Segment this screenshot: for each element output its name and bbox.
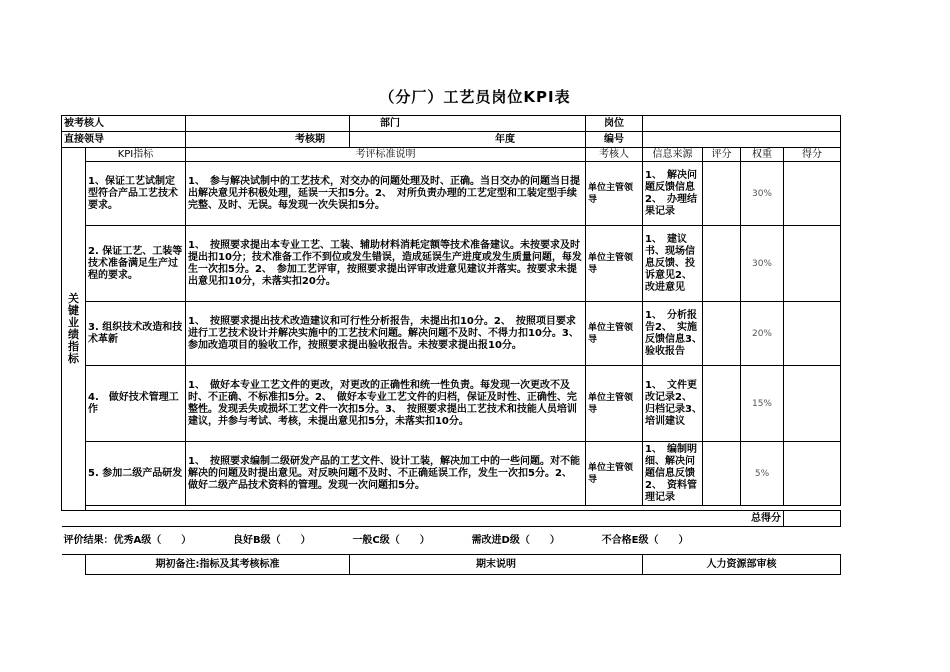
kpi-weight: 30% [741, 226, 784, 302]
header-row-2 [62, 132, 841, 148]
col-kpi: KPI指标 [86, 148, 186, 162]
kpi-weight: 5% [741, 442, 784, 506]
kpi-points[interactable] [784, 226, 841, 302]
result-label-and-grade-a[interactable] [64, 535, 192, 547]
kpi-source: 1、 解决问题反馈信息2、 办理结果记录 [643, 162, 703, 226]
col-source: 信息来源 [643, 148, 703, 162]
grade-d[interactable]: 需改进D级（ ） [471, 534, 560, 546]
initial-note: 期初备注:指标及其考核标准 [86, 555, 350, 575]
result-label: 评价结果： [63, 534, 114, 546]
side-char: 绩 [68, 328, 79, 341]
kpi-row [62, 442, 841, 506]
column-header-row [62, 148, 841, 162]
hr-review: 人力资源部审核 [643, 555, 841, 575]
grade-c[interactable]: 一般C级（ ） [352, 534, 430, 546]
kpi-score[interactable] [703, 442, 741, 506]
grade-e[interactable]: 不合格E级（ ） [601, 534, 689, 546]
result-row [62, 527, 841, 555]
kpi-points[interactable] [784, 442, 841, 506]
period-label: 考核期 [186, 132, 350, 148]
col-assessor: 考核人 [586, 148, 643, 162]
examinee-label: 被考核人 [62, 116, 186, 132]
kpi-score[interactable] [703, 302, 741, 366]
kpi-source: 1、 文件更改记录2、 归档记录3、 培训建议 [643, 366, 703, 442]
kpi-row [62, 162, 841, 226]
kpi-assessor: 单位主管领导 [586, 366, 643, 442]
grade-a: 优秀A级（ ） [113, 534, 192, 546]
kpi-assessor: 单位主管领导 [586, 162, 643, 226]
kpi-row [62, 226, 841, 302]
kpi-row [62, 302, 841, 366]
kpi-source: 1、 分析报告2、 实施反馈信息3、 验收报告 [643, 302, 703, 366]
kpi-standard: 1、 按照要求提出本专业工艺、工装、辅助材料消耗定额等技术准备建议。未按要求及时提出扣10分；技术准备工作不到位或发生错误，造成延误生产进度或发生质量问题，每发生一次扣5分。2、 参加工艺评审，按照要求提出评审改进意见建议并落实。按要求未提出意见扣10分，未落实扣20分。 [186, 226, 586, 302]
side-label [62, 148, 86, 511]
total-row [62, 511, 841, 527]
kpi-name: 1、保证工艺试制定型符合产品工艺技术要求。 [86, 162, 186, 226]
kpi-standard: 1、 做好本专业工艺文件的更改，对更改的正确性和统一性负责。每发现一次更改不及时、不正确、不标准扣5分。2、 做好本专业工艺文件的归档，保证及时性、正确性、完整性。发现丢失或损坏工艺文件一次扣5分。3、 按照要求提出工艺技术和技能人员培训建议，并参与考试、考核，未提出意见扣5分，未落实扣10分。 [186, 366, 586, 442]
col-score: 评分 [703, 148, 741, 162]
grade-list [64, 535, 839, 547]
post-value[interactable] [643, 116, 841, 132]
kpi-source: 1、 建议书、现场信息反馈、投诉意见2、 改进意见 [643, 226, 703, 302]
leader-label: 直接领导 [62, 132, 186, 148]
kpi-name: 3. 组织技术改造和技术革新 [86, 302, 186, 366]
examinee-value[interactable] [186, 116, 350, 132]
kpi-standard: 1、 按照要求编制二级研发产品的工艺文件、设计工装，解决加工中的一些问题。对不能解决的问题及时提出意见。对反映问题不及时、不正确延误工作，发生一次扣5分。2、 做好二级产品技术资料的管理。发现一次问题扣5分。 [186, 442, 586, 506]
side-char: 键 [68, 304, 79, 317]
kpi-score[interactable] [703, 226, 741, 302]
dept-label: 部门 [350, 116, 586, 132]
final-note: 期末说明 [350, 555, 643, 575]
kpi-name: 5. 参加二级产品研发 [86, 442, 186, 506]
kpi-standard: 1、 按照要求提出技术改造建议和可行性分析报告，未提出扣10分。2、 按照项目要求进行工艺技术设计并解决实施中的工艺技术问题。解决问题不及时、不得力扣10分。3、 参加改造项目的验收工作，按照要求提出验收报告。未按要求提出报10分。 [186, 302, 586, 366]
kpi-source: 1、 编制明细、解决问题信息反馈2、 资料管理记录 [643, 442, 703, 506]
page-title: （分厂）工艺员岗位KPI表 [379, 88, 571, 106]
kpi-assessor: 单位主管领导 [586, 226, 643, 302]
kpi-weight: 30% [741, 162, 784, 226]
kpi-assessor: 单位主管领导 [586, 442, 643, 506]
col-standard: 考评标准说明 [186, 148, 586, 162]
side-char: 业 [68, 316, 79, 329]
side-char: 标 [68, 352, 79, 365]
kpi-name: 4. 做好技术管理工作 [86, 366, 186, 442]
footer-row [62, 555, 841, 575]
header-row-1 [62, 116, 841, 132]
grade-b[interactable]: 良好B级（ ） [233, 534, 311, 546]
total-value[interactable] [784, 511, 841, 527]
kpi-assessor: 单位主管领导 [586, 302, 643, 366]
code-label: 编号 [586, 132, 643, 148]
footer-blank [62, 555, 86, 575]
year-label: 年度 [350, 132, 586, 148]
post-label: 岗位 [586, 116, 643, 132]
kpi-row [62, 366, 841, 442]
kpi-score[interactable] [703, 162, 741, 226]
code-value[interactable] [643, 132, 841, 148]
kpi-points[interactable] [784, 162, 841, 226]
kpi-table [61, 115, 841, 575]
kpi-weight: 15% [741, 366, 784, 442]
kpi-points[interactable] [784, 366, 841, 442]
col-weight: 权重 [741, 148, 784, 162]
kpi-points[interactable] [784, 302, 841, 366]
total-label: 总得分 [62, 511, 784, 527]
side-char: 关 [68, 292, 79, 305]
side-char: 指 [68, 340, 79, 353]
col-points: 得分 [784, 148, 841, 162]
result-cell [62, 527, 841, 555]
kpi-standard: 1、 参与解决试制中的工艺技术，对交办的问题处理及时、正确。当日交办的问题当日提出解决意见并积极处理，延误一天扣5分。2、 对所负责办理的工艺定型和工装定型手续完整、及时、无误。每发现一次失误扣5分。 [186, 162, 586, 226]
kpi-name: 2. 保证工艺、工装等技术准备满足生产过程的要求。 [86, 226, 186, 302]
kpi-score[interactable] [703, 366, 741, 442]
kpi-weight: 20% [741, 302, 784, 366]
